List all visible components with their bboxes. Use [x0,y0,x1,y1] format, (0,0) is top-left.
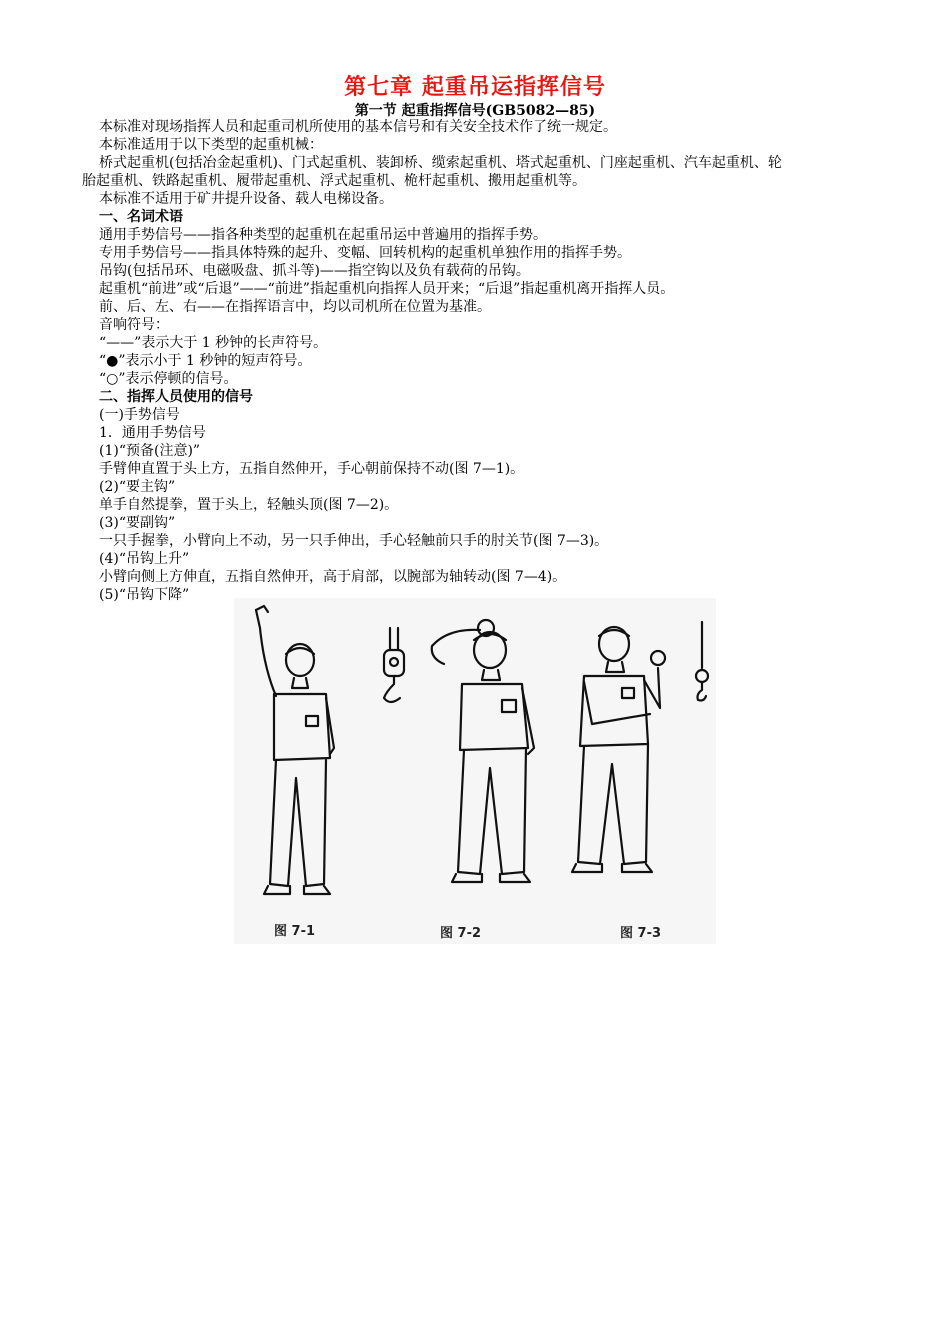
auxiliary-hook-icon [696,622,708,701]
chapter-title: 第七章 起重吊运指挥信号 [344,75,606,100]
paragraph-line: 手臂伸直置于头上方，五指自然伸开，手心朝前保持不动(图 7—1)。 [99,461,525,477]
signal-figures [234,598,716,944]
heading-terms: 一、名词术语 [99,209,183,225]
main-hook-icon [384,628,404,702]
paragraph-line: 专用手势信号——指具体特殊的起升、变幅、回转机构的起重机单独作用的指挥手势。 [99,245,631,261]
paragraph-line: (3)“要副钩” [99,515,176,531]
paragraph-line: 吊钩(包括吊环、电磁吸盘、抓斗等)——指空钩以及负有载荷的吊钩。 [99,263,530,279]
paragraph-line: 本标准不适用于矿井提升设备、载人电梯设备。 [99,191,393,207]
paragraph-line: (一)手势信号 [99,407,180,423]
signal-figure-7-3 [572,627,665,872]
paragraph-line: 1．通用手势信号 [99,425,206,441]
paragraph-line: (5)“吊钩下降” [99,587,190,603]
figure-caption-7-1: 图 7-1 [274,924,316,939]
paragraph-line: (4)“吊钩上升” [99,551,190,567]
paragraph-line: “●”表示小于 1 秒钟的短声符号。 [99,353,312,369]
paragraph-line: 桥式起重机(包括冶金起重机)、门式起重机、装卸桥、缆索起重机、塔式起重机、门座起重机、汽车起重机、轮 [99,155,782,171]
paragraph-line: 起重机“前进”或“后退”——“前进”指起重机向指挥人员开来；“后退”指起重机离开指挥人员。 [99,281,675,297]
paragraph-line: 前、后、左、右——在指挥语言中，均以司机所在位置为基准。 [99,299,491,315]
paragraph-line: 小臂向侧上方伸直，五指自然伸开，高于肩部，以腕部为轴转动(图 7—4)。 [99,569,567,585]
signal-figure-7-2 [432,620,534,882]
figure-caption-7-3: 图 7-3 [620,926,662,941]
signal-figure-7-1 [256,606,334,894]
section-title: 第一节 起重指挥信号(GB5082—85) [354,103,596,119]
paragraph-line: 音响符号： [99,317,169,333]
paragraph-line: “——”表示大于 1 秒钟的长声符号。 [99,335,328,351]
paragraph-line: (1)“预备(注意)” [99,443,201,459]
paragraph-line: 单手自然提拳，置于头上，轻触头顶(图 7—2)。 [99,497,399,513]
paragraph-line: 一只手握拳，小臂向上不动，另一只手伸出，手心轻触前只手的肘关节(图 7—3)。 [99,533,609,549]
heading-signals: 二、指挥人员使用的信号 [99,389,253,405]
figure-caption-7-2: 图 7-2 [440,926,482,941]
paragraph-line: “○”表示停顿的信号。 [99,371,238,387]
paragraph-line: (2)“要主钩” [99,479,176,495]
paragraph-line: 本标准适用于以下类型的起重机械： [99,137,323,153]
paragraph-line: 本标准对现场指挥人员和起重司机所使用的基本信号和有关安全技术作了统一规定。 [99,119,617,135]
paragraph-line: 胎起重机、铁路起重机、履带起重机、浮式起重机、桅杆起重机、搬用起重机等。 [82,173,586,189]
paragraph-line: 通用手势信号——指各种类型的起重机在起重吊运中普遍用的指挥手势。 [99,227,547,243]
